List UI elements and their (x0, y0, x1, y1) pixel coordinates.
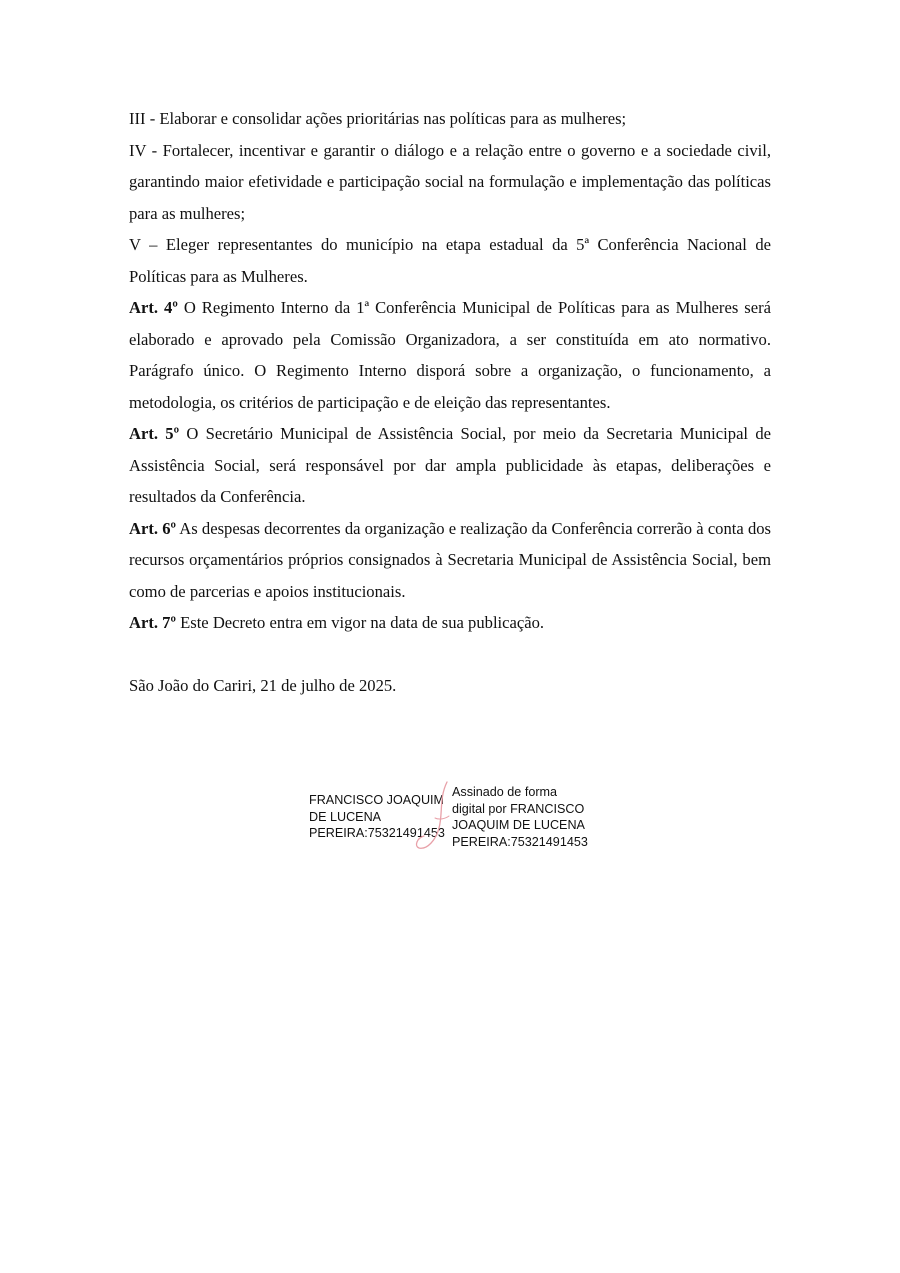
signer-line: DE LUCENA (309, 809, 382, 824)
article-6 (129, 513, 771, 608)
article-4 (129, 292, 771, 418)
paragraph-text: III - Elaborar e consolidar ações prioritárias nas políticas para as mulheres; (129, 109, 627, 128)
article-text: O Secretário Municipal de Assistência Social, por meio da Secretaria Municipal de Assistência Social, será responsável por dar ampla publicidade às etapas, deliberações e resultados da Conferência. (129, 424, 771, 506)
signer-line: FRANCISCO JOAQUIM (309, 793, 445, 807)
signature-note-line: digital por FRANCISCO (452, 801, 585, 816)
signer-line: PEREIRA:75321491453 (309, 826, 445, 840)
signature-note-line: PEREIRA:75321491453 (452, 834, 588, 849)
signature-note-line: Assinado de forma (452, 785, 558, 799)
article-label: Art. 5º (129, 424, 180, 443)
paragraph-text: V – Eleger representantes do município na etapa estadual da 5ª Conferência Nacional de Políticas para as Mulheres. (129, 235, 771, 286)
paragraph-item-iv (129, 135, 771, 230)
article-text: O Regimento Interno da 1ª Conferência Municipal de Políticas para as Mulheres será elaborado e aprovado pela Comissão Organizadora, a ser constituída em ato normativo. Parágrafo único. O Regimento Interno disporá sobre a organização, o funcionamento, a metodologia, os critérios de participação e de eleição das representantes. (129, 298, 771, 412)
date-line: São João do Cariri, 21 de julho de 2025. (129, 675, 397, 695)
paragraph-item-iii (129, 103, 771, 135)
paragraph-item-v (129, 229, 771, 292)
article-text: Este Decreto entra em vigor na data de sua publicação. (175, 613, 545, 632)
signature-note-line: JOAQUIM DE LUCENA (452, 818, 585, 832)
article-text: As despesas decorrentes da organização e realização da Conferência correrão à conta dos recursos orçamentários próprios consignados à Secretaria Municipal de Assistência Social, bem como de parcerias e apoios institucionais. (129, 518, 771, 601)
signature-note (452, 784, 588, 850)
document-body (129, 103, 771, 701)
article-label: Art. 4º (129, 298, 178, 317)
article-label: Art. 6º (129, 518, 176, 538)
article-7 (129, 607, 771, 639)
article-5 (129, 418, 771, 513)
article-label: Art. 7º (129, 613, 176, 632)
digital-signature-block (309, 784, 609, 864)
paragraph-text: IV - Fortalecer, incentivar e garantir o diálogo e a relação entre o governo e a sociedade civil, garantindo maior efetividade e participação social na formulação e implementação das políticas para as mulheres; (129, 140, 771, 223)
